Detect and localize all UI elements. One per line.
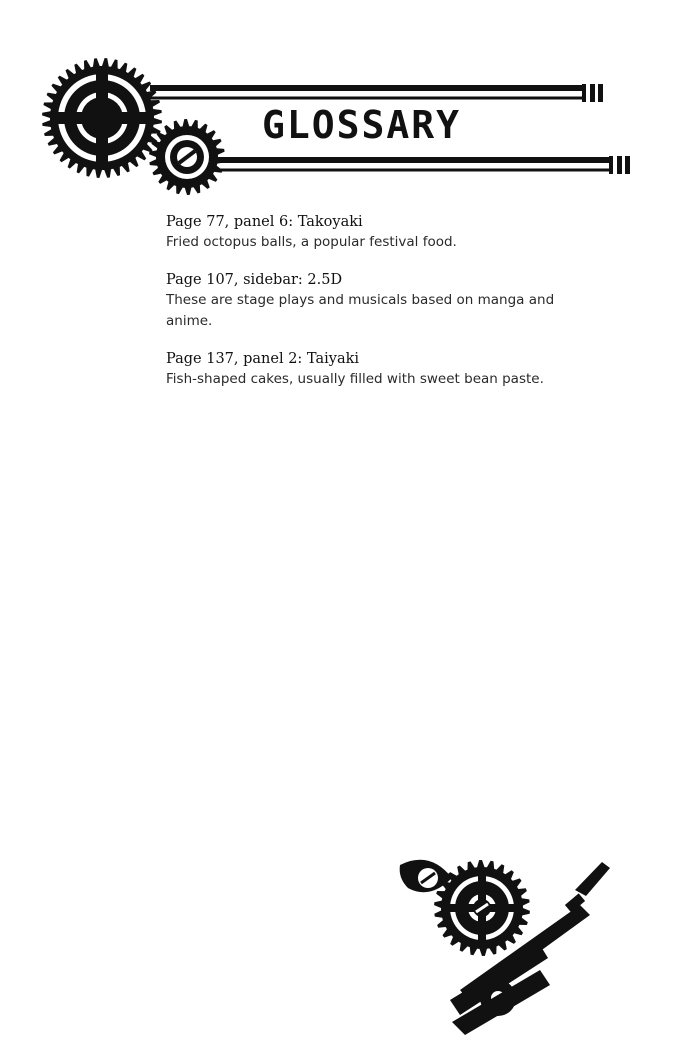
small-gear-icon <box>149 119 225 195</box>
footer-gear-machine-icon <box>400 860 610 1035</box>
entry-heading: Page 77, panel 6: Takoyaki <box>166 214 363 230</box>
glossary-entry <box>166 270 606 332</box>
entry-heading: Page 137, panel 2: Taiyaki <box>166 351 360 367</box>
glossary-entry <box>166 349 606 390</box>
footer-decoration <box>390 850 630 1050</box>
glossary-list <box>166 212 606 407</box>
entry-heading: Page 107, sidebar: 2.5D <box>166 272 343 288</box>
entry-definition: Fish-shaped cakes, usually filled with sweet bean paste. <box>166 371 544 387</box>
large-gear-icon <box>42 58 162 178</box>
page-title: GLOSSARY <box>262 103 462 147</box>
glossary-entry <box>166 212 606 253</box>
entry-definition: These are stage plays and musicals based on manga and anime. <box>166 292 555 329</box>
entry-definition: Fried octopus balls, a popular festival food. <box>166 234 457 250</box>
